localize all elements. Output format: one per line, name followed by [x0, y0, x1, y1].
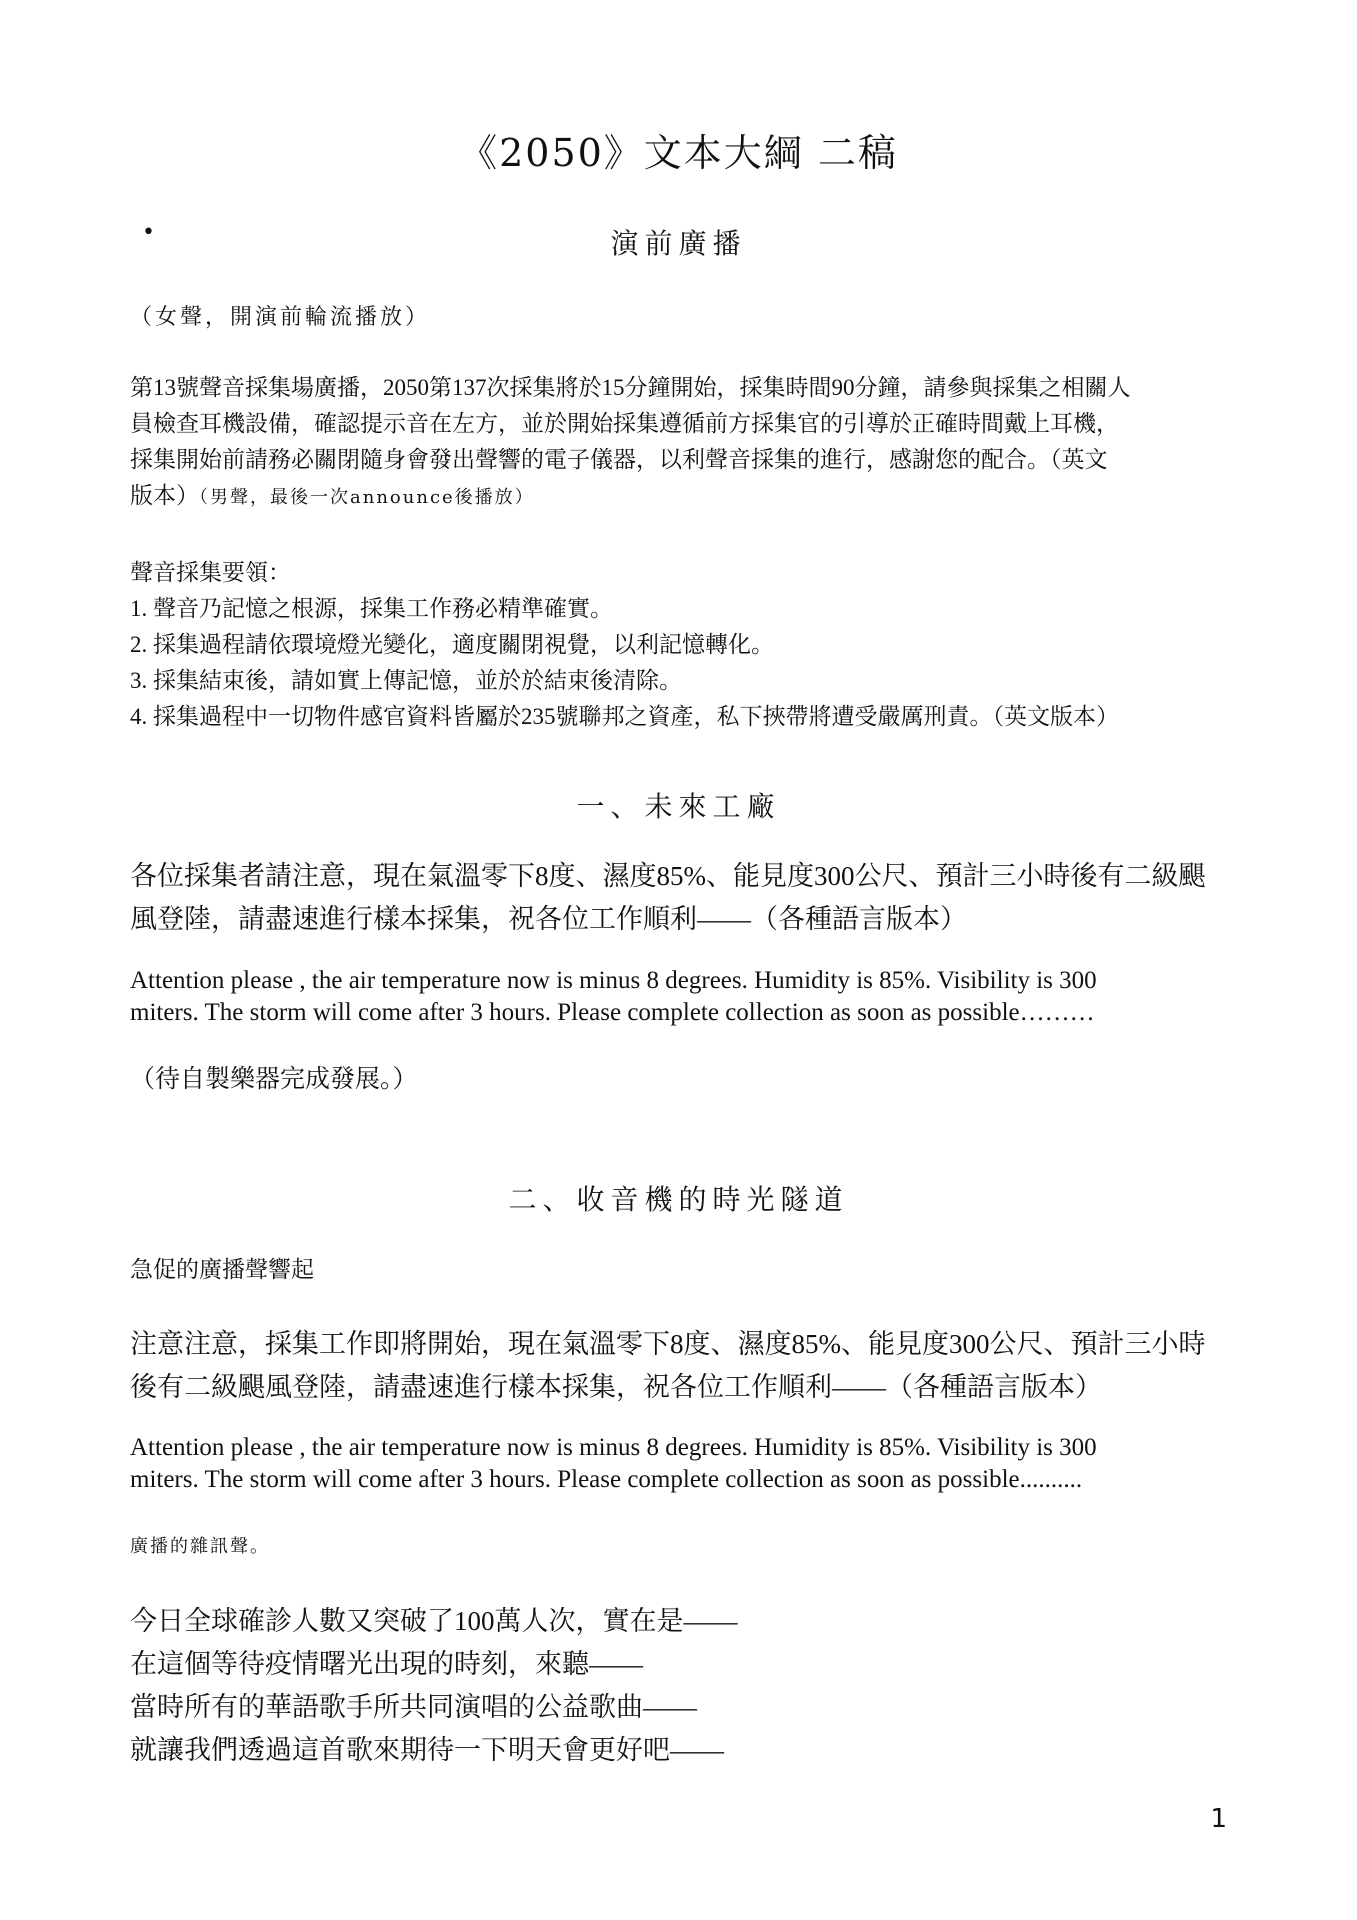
section-heading-pre-show: 演前廣播: [610, 227, 747, 260]
pre-show-note: （女聲，開演前輪流播放）: [130, 305, 431, 330]
future-factory-en: [130, 965, 1230, 1029]
radio-broadcast: [130, 1600, 1230, 1772]
announcement-tail: 版本）: [130, 483, 199, 508]
rule-item: 1. 聲音乃記憶之根源，採集工作務必精準確實。: [130, 596, 613, 621]
bullet-marker: •: [142, 220, 155, 245]
cn-line: 後有二級颶風登陸，請盡速進行樣本採集，祝各位工作順利——（各種語言版本）: [130, 1372, 1102, 1402]
document-title: 《2050》文本大綱 二稿: [459, 131, 898, 175]
radio-line: 當時所有的華語歌手所共同演唱的公益歌曲——: [130, 1692, 697, 1722]
future-factory-note: （待自製樂器完成發展。）: [130, 1066, 418, 1093]
announcement-line: 員檢查耳機設備，確認提示音在左方，並於開始採集遵循前方採集官的引導於正確時間戴上耳機，: [130, 411, 1119, 436]
cn-line: 各位採集者請注意，現在氣溫零下8度、濕度85%、能見度300公尺、預計三小時後有二級颶: [130, 861, 1206, 891]
cn-line: 注意注意，採集工作即將開始，現在氣溫零下8度、濕度85%、能見度300公尺、預計三小時: [130, 1329, 1206, 1359]
radio-intro: 急促的廣播聲響起: [130, 1257, 314, 1282]
rule-item: 3. 採集結束後，請如實上傳記憶，並於於結束後清除。: [130, 668, 682, 693]
section-heading-radio-tunnel: 二、收音機的時光隧道: [508, 1183, 849, 1216]
announcement-male-note: （男聲，最後一次announce後播放）: [199, 487, 535, 508]
radio-line: 就讓我們透過這首歌來期待一下明天會更好吧——: [130, 1735, 724, 1765]
rule-item: 2. 採集過程請依環境燈光變化，適度關閉視覺，以利記憶轉化。: [130, 632, 774, 657]
page-number: 1: [1210, 1804, 1227, 1834]
noise-note: 廣播的雜訊聲。: [130, 1536, 270, 1557]
announcement-paragraph: [130, 370, 1230, 516]
en-line: miters. The storm will come after 3 hours. Please complete collection as soon as possible..........: [130, 1466, 1083, 1493]
future-factory-cn: [130, 855, 1230, 941]
radio-en: [130, 1432, 1230, 1496]
rules-title: 聲音採集要領：: [130, 560, 291, 585]
en-line: Attention please , the air temperature now is minus 8 degrees. Humidity is 85%. Visibility is 300: [130, 967, 1097, 994]
rule-item: 4. 採集過程中一切物件感官資料皆屬於235號聯邦之資產，私下挾帶將遭受嚴厲刑責。（英文版本）: [130, 704, 1119, 729]
en-line: Attention please , the air temperature now is minus 8 degrees. Humidity is 85%. Visibility is 300: [130, 1434, 1097, 1461]
radio-line: 在這個等待疫情曙光出現的時刻，來聽——: [130, 1649, 643, 1679]
section-heading-future-factory: 一、未來工廠: [576, 790, 781, 823]
announcement-line: 第13號聲音採集場廣播，2050第137次採集將於15分鐘開始，採集時間90分鐘，請參與採集之相關人: [130, 375, 1131, 400]
radio-cn: [130, 1323, 1230, 1409]
radio-line: 今日全球確診人數又突破了100萬人次，實在是——: [130, 1606, 738, 1636]
en-line: miters. The storm will come after 3 hours. Please complete collection as soon as possible………: [130, 999, 1095, 1026]
announcement-line: 採集開始前請務必關閉隨身會發出聲響的電子儀器，以利聲音採集的進行，感謝您的配合。（英文: [130, 447, 1108, 472]
cn-line: 風登陸，請盡速進行樣本採集，祝各位工作順利——（各種語言版本）: [130, 904, 967, 934]
announcement-line-last: [130, 478, 1230, 516]
rules-block: [130, 555, 1230, 735]
